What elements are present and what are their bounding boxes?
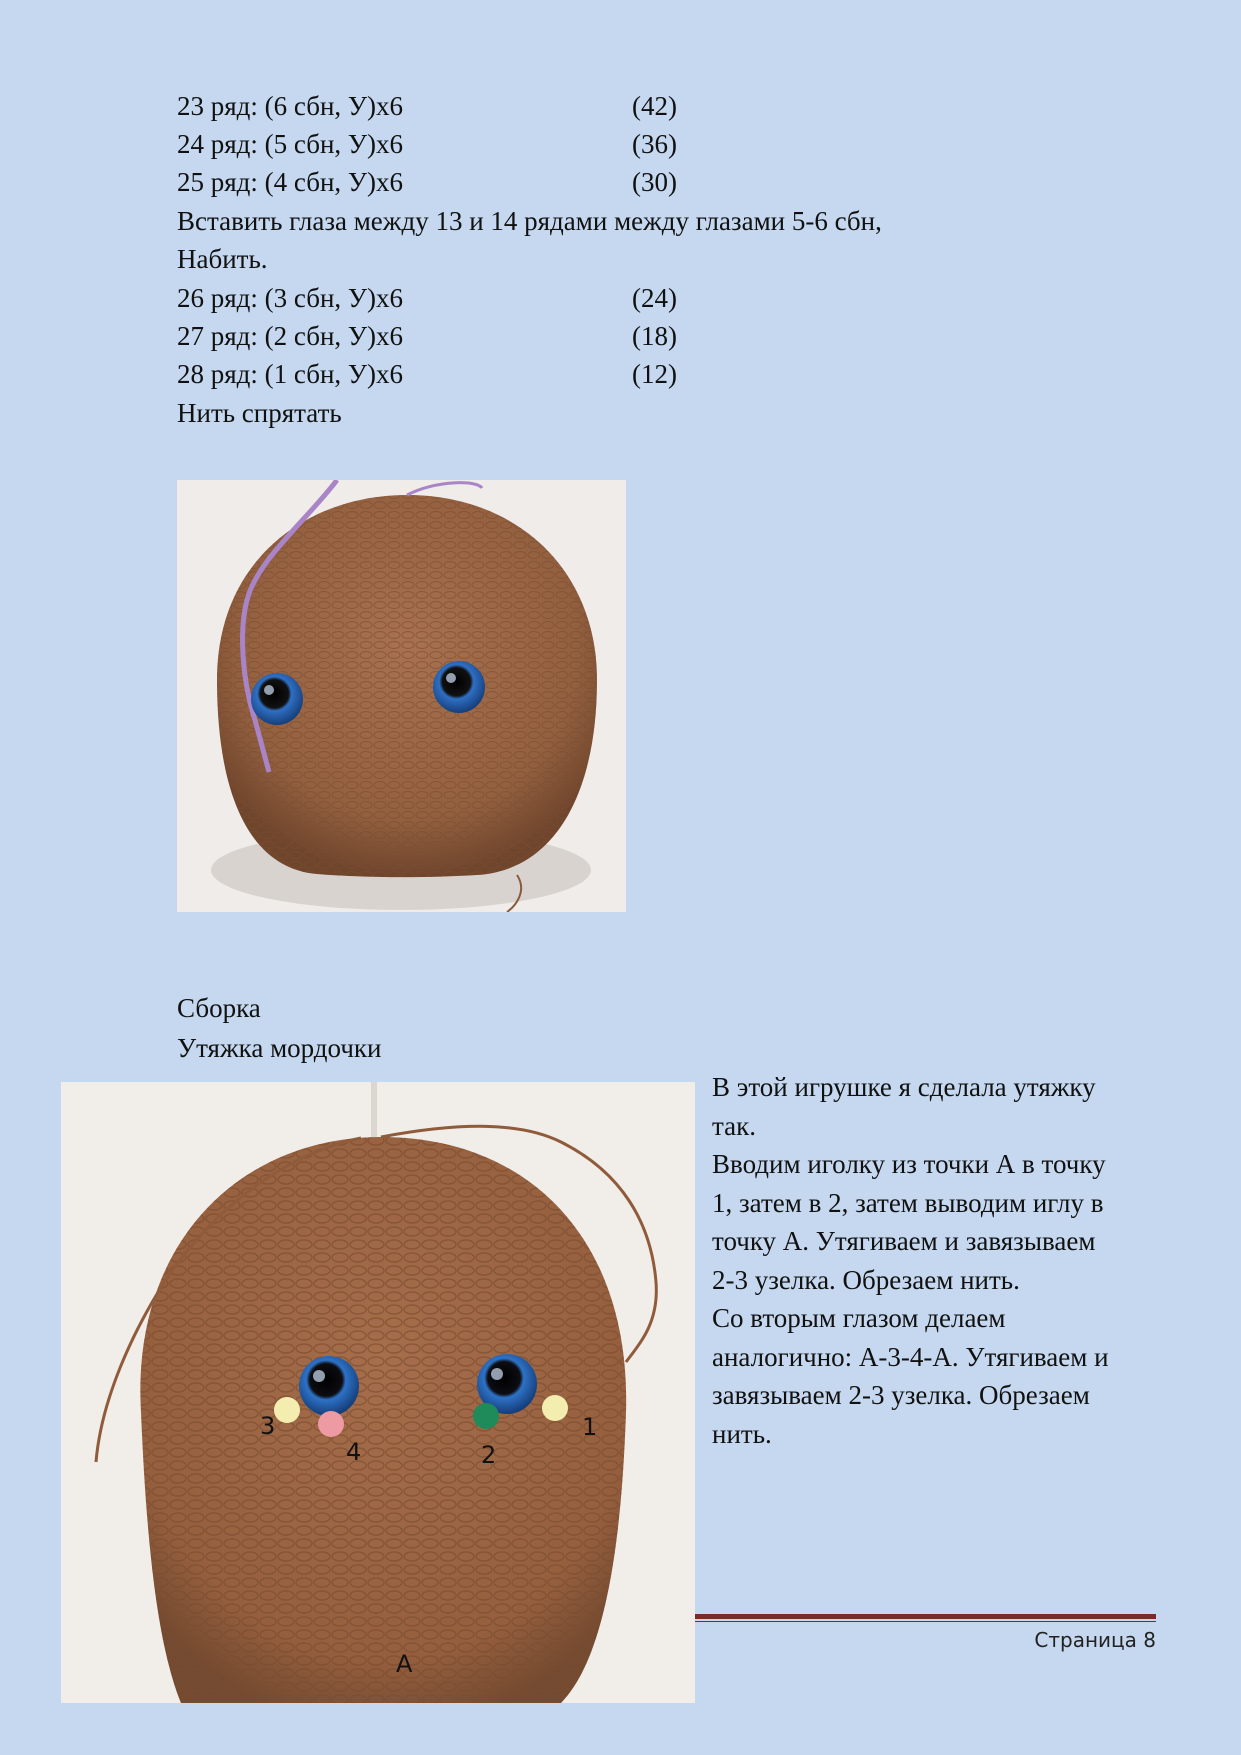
- paragraph-line: завязываем 2-3 узелка. Обрезаем: [712, 1380, 1090, 1410]
- paragraph-line: нить.: [712, 1418, 772, 1449]
- right-eye-icon: [433, 661, 485, 713]
- paragraph-line: Вводим иголку из точки А в точку: [712, 1149, 1106, 1179]
- row-28: 28 ряд: (1 сбн, У)х6: [177, 359, 404, 389]
- row-26: 26 ряд: (3 сбн, У)х6: [177, 283, 404, 313]
- row-27: 27 ряд: (2 сбн, У)х6: [177, 321, 404, 351]
- footer-rule: [695, 1614, 1156, 1622]
- paragraph-line: 1, затем в 2, затем выводим иглу в: [712, 1187, 1104, 1218]
- left-eye-icon: [299, 1356, 359, 1416]
- face-tightening-photo: [61, 1082, 695, 1703]
- left-eye-icon: [251, 673, 303, 725]
- point-2-label: 2: [481, 1441, 497, 1469]
- paragraph-line: точку А. Утягиваем и завязываем: [712, 1226, 1096, 1256]
- pin-1-icon: [542, 1395, 568, 1421]
- row-25: 25 ряд: (4 сбн, У)х6: [177, 167, 404, 197]
- row-23: 23 ряд: (6 сбн, У)х6: [177, 91, 404, 121]
- point-4-label: 4: [346, 1438, 362, 1466]
- paragraph-line: так.: [712, 1110, 756, 1141]
- row-27-count: (18): [632, 321, 677, 351]
- row-23-count: (42): [632, 91, 677, 121]
- row-28-count: (12): [632, 359, 677, 389]
- pin-2-icon: [473, 1403, 499, 1429]
- paragraph-line: В этой игрушке я сделала утяжку: [712, 1072, 1096, 1102]
- point-1-label: 1: [582, 1413, 598, 1441]
- subsection-title: Утяжка мордочки: [177, 1033, 382, 1063]
- paragraph-line: Со вторым глазом делаем: [712, 1303, 1006, 1333]
- pin-3-icon: [274, 1397, 300, 1423]
- row-26-count: (24): [632, 283, 677, 313]
- row-24: 24 ряд: (5 сбн, У)х6: [177, 129, 404, 159]
- point-a-label: А: [396, 1650, 413, 1678]
- row-25-count: (30): [632, 167, 677, 197]
- pin-4-icon: [318, 1411, 344, 1437]
- point-3-label: 3: [260, 1412, 276, 1440]
- paragraph-line: аналогично: А-3-4-А. Утягиваем и: [712, 1341, 1109, 1372]
- row-24-count: (36): [632, 129, 677, 159]
- hide-thread-text: Нить спрятать: [177, 398, 342, 428]
- section-title: Сборка: [177, 993, 261, 1023]
- insert-eyes-text: Вставить глаза между 13 и 14 рядами между глазами 5-6 сбн,: [177, 206, 882, 236]
- stuff-text: Набить.: [177, 244, 268, 274]
- paragraph-line: 2-3 узелка. Обрезаем нить.: [712, 1264, 1020, 1295]
- tightening-instructions: [712, 1068, 1172, 1453]
- head-photo: [177, 480, 626, 912]
- page-number: Страница 8: [1034, 1628, 1156, 1652]
